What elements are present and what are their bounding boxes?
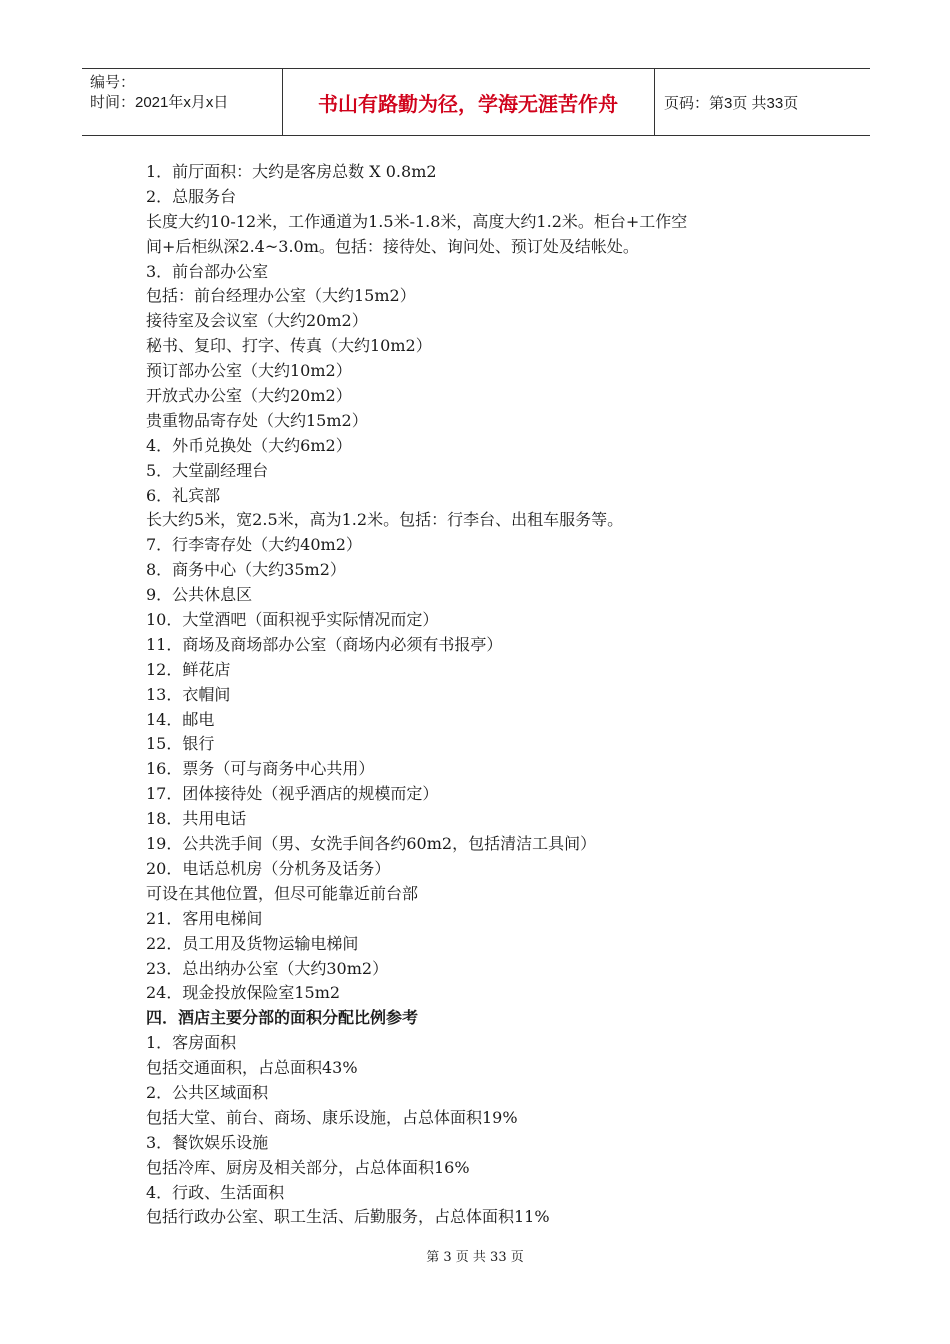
text-line: 间+后柜纵深2.4~3.0m。包括：接待处、询问处、预订处及结帐处。 bbox=[146, 236, 639, 256]
text-line: 包括行政办公室、职工生活、后勤服务，占总体面积11% bbox=[146, 1207, 550, 1227]
text-line: 开放式办公室（大约20m2） bbox=[146, 386, 352, 406]
text-line: 包括大堂、前台、商场、康乐设施，占总体面积19% bbox=[146, 1107, 518, 1127]
text-line: 16．票务（可与商务中心共用） bbox=[146, 759, 375, 779]
text-line: 13．衣帽间 bbox=[146, 684, 231, 704]
text-line: 7．行李寄存处（大约40m2） bbox=[146, 535, 362, 555]
text-line: 4．行政、生活面积 bbox=[146, 1182, 285, 1202]
text-line: 11．商场及商场部办公室（商场内必须有书报亭） bbox=[146, 634, 503, 654]
text-line: 21．客用电梯间 bbox=[146, 908, 263, 928]
text-line: 24．现金投放保险室15m2 bbox=[146, 983, 341, 1003]
text-line: 8．商务中心（大约35m2） bbox=[146, 560, 346, 580]
text-line: 9．公共休息区 bbox=[146, 585, 253, 605]
header-number-label: 编号： bbox=[90, 74, 136, 91]
text-line: 20．电话总机房（分机务及话务） bbox=[146, 858, 391, 878]
text-line: 15．银行 bbox=[146, 734, 215, 754]
text-line: 包括冷库、厨房及相关部分，占总体面积16% bbox=[146, 1157, 470, 1177]
text-line: 秘书、复印、打字、传真（大约10m2） bbox=[146, 336, 432, 356]
text-line: 包括交通面积，占总面积43% bbox=[146, 1058, 358, 1078]
text-line: 4．外币兑换处（大约6m2） bbox=[146, 435, 352, 455]
text-line: 1．客房面积 bbox=[146, 1033, 237, 1053]
header-meta bbox=[90, 73, 228, 113]
text-line: 2．总服务台 bbox=[146, 186, 237, 206]
text-line: 6．礼宾部 bbox=[146, 485, 221, 505]
text-line: 17．团体接待处（视乎酒店的规模而定） bbox=[146, 784, 439, 804]
text-line: 22．员工用及货物运输电梯间 bbox=[146, 933, 359, 953]
text-line: 3．前台部办公室 bbox=[146, 261, 269, 281]
header-motto: 书山有路勤为径，学海无涯苦作舟 bbox=[318, 91, 618, 116]
page-header bbox=[82, 68, 870, 136]
document-body bbox=[146, 160, 846, 1230]
header-divider-right bbox=[654, 69, 655, 135]
header-time-label: 时间：2021年x月x日 bbox=[90, 94, 229, 111]
text-line: 18．共用电话 bbox=[146, 809, 247, 829]
text-line: 23．总出纳办公室（大约30m2） bbox=[146, 958, 389, 978]
text-line: 接待室及会议室（大约20m2） bbox=[146, 311, 368, 331]
text-line: 5．大堂副经理台 bbox=[146, 460, 269, 480]
text-line: 贵重物品寄存处（大约15m2） bbox=[146, 410, 368, 430]
page-footer: 第 3 页 共 33 页 bbox=[426, 1250, 524, 1265]
text-line: 14．邮电 bbox=[146, 709, 215, 729]
text-line: 3．餐饮娱乐设施 bbox=[146, 1132, 269, 1152]
text-line: 10．大堂酒吧（面积视乎实际情况而定） bbox=[146, 610, 439, 630]
text-line: 19．公共洗手间（男、女洗手间各约60m2，包括清洁工具间） bbox=[146, 834, 597, 854]
text-line: 长大约5米，宽2.5米，高为1.2米。包括：行李台、出租车服务等。 bbox=[146, 510, 624, 530]
text-line: 1．前厅面积：大约是客房总数 X 0.8m2 bbox=[146, 162, 437, 181]
section-heading: 四．酒店主要分部的面积分配比例参考 bbox=[146, 1008, 419, 1028]
text-line: 长度大约10-12米，工作通道为1.5米-1.8米，高度大约1.2米。柜台+工作空 bbox=[146, 211, 688, 231]
text-line: 可设在其他位置，但尽可能靠近前台部 bbox=[146, 883, 419, 903]
header-page-info: 页码：第3页 共33页 bbox=[664, 94, 799, 112]
text-line: 预订部办公室（大约10m2） bbox=[146, 361, 352, 381]
text-line: 2．公共区域面积 bbox=[146, 1082, 269, 1102]
text-line: 12．鲜花店 bbox=[146, 659, 231, 679]
text-line: 包括：前台经理办公室（大约15m2） bbox=[146, 286, 416, 306]
